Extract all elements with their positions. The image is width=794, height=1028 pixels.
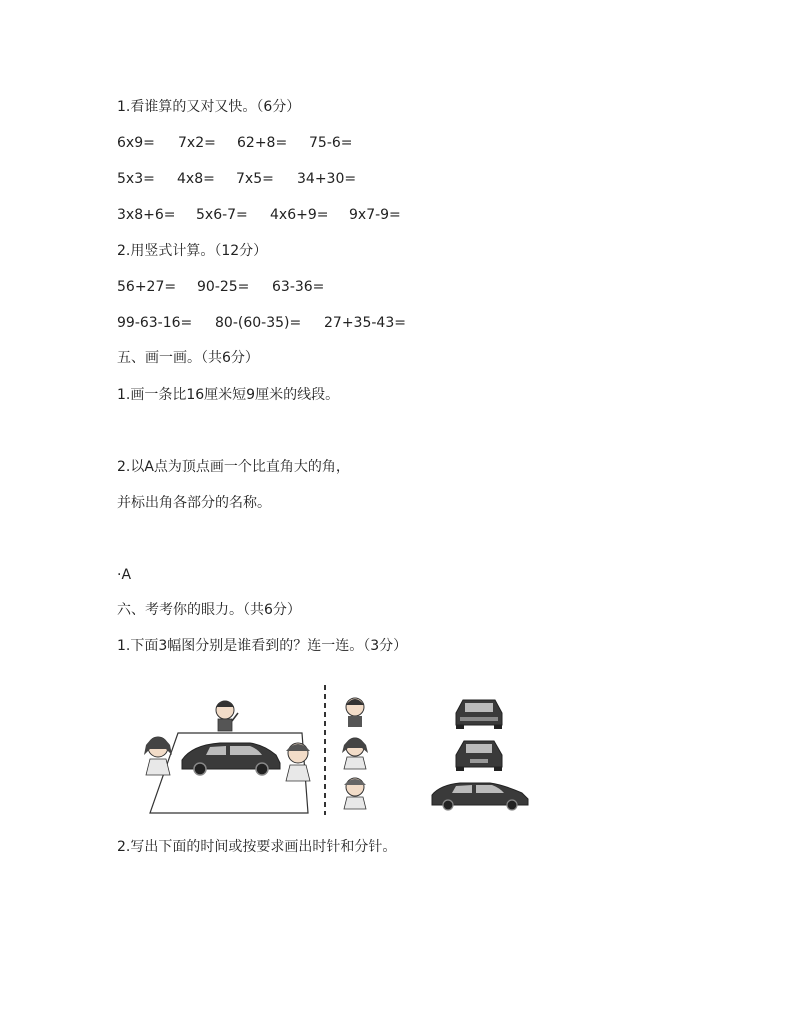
vertical-calc-row-1	[117, 278, 517, 296]
section-5-q2-line1: 2.以A点为顶点画一个比直角大的角，	[117, 459, 350, 475]
scene-left	[144, 701, 310, 813]
girl-right-icon	[286, 743, 310, 781]
arith-item: 4x8=	[177, 171, 215, 187]
calc-item: 99-63-16=	[117, 315, 193, 331]
girl-left-icon	[144, 737, 172, 775]
boy-top-icon	[216, 701, 238, 731]
q2-title: 2.用竖式计算。（12分）	[117, 243, 268, 259]
car-side-view-small-icon	[432, 783, 528, 810]
calc-item: 27+35-43=	[324, 315, 406, 331]
section-6-q2: 2.写出下面的时间或按要求画出时针和分针。	[117, 839, 397, 855]
section-5-q1: 1.画一条比16厘米短9厘米的线段。	[117, 387, 340, 403]
arith-row-3	[117, 206, 517, 224]
observation-figure	[130, 665, 540, 825]
section-5-title: 五、画一画。（共6分）	[117, 350, 259, 366]
point-a-label: ·A	[117, 567, 132, 583]
section-6-q1: 1.下面3幅图分别是谁看到的？连一连。（3分）	[117, 638, 408, 654]
arith-item: 6x9=	[117, 135, 155, 151]
car-side-view-icon	[182, 743, 280, 775]
arith-item: 7x2=	[178, 135, 216, 151]
girl-small-icon-2	[344, 778, 366, 809]
arith-item: 75-6=	[309, 135, 353, 151]
car-rear-view-icon	[456, 741, 502, 771]
arith-item: 5x6-7=	[196, 207, 248, 223]
calc-item: 80-(60-35)=	[215, 315, 302, 331]
arith-row-1	[117, 134, 517, 152]
arith-item: 34+30=	[297, 171, 357, 187]
calc-item: 90-25=	[197, 279, 250, 295]
girl-small-icon-1	[342, 738, 368, 769]
calc-item: 56+27=	[117, 279, 177, 295]
boy-small-icon	[346, 698, 364, 727]
arith-item: 3x8+6=	[117, 207, 176, 223]
vertical-calc-row-2	[117, 314, 517, 332]
q1-title: 1.看谁算的又对又快。（6分）	[117, 99, 301, 115]
arith-item: 5x3=	[117, 171, 155, 187]
arith-item: 62+8=	[237, 135, 288, 151]
section-6-title: 六、考考你的眼力。（共6分）	[117, 602, 301, 618]
arith-row-2	[117, 170, 517, 188]
section-5-q2-line2: 并标出角各部分的名称。	[117, 495, 271, 511]
arith-item: 7x5=	[236, 171, 274, 187]
arith-item: 9x7-9=	[349, 207, 401, 223]
car-front-view-icon	[456, 700, 502, 729]
arith-item: 4x6+9=	[270, 207, 329, 223]
calc-item: 63-36=	[272, 279, 325, 295]
